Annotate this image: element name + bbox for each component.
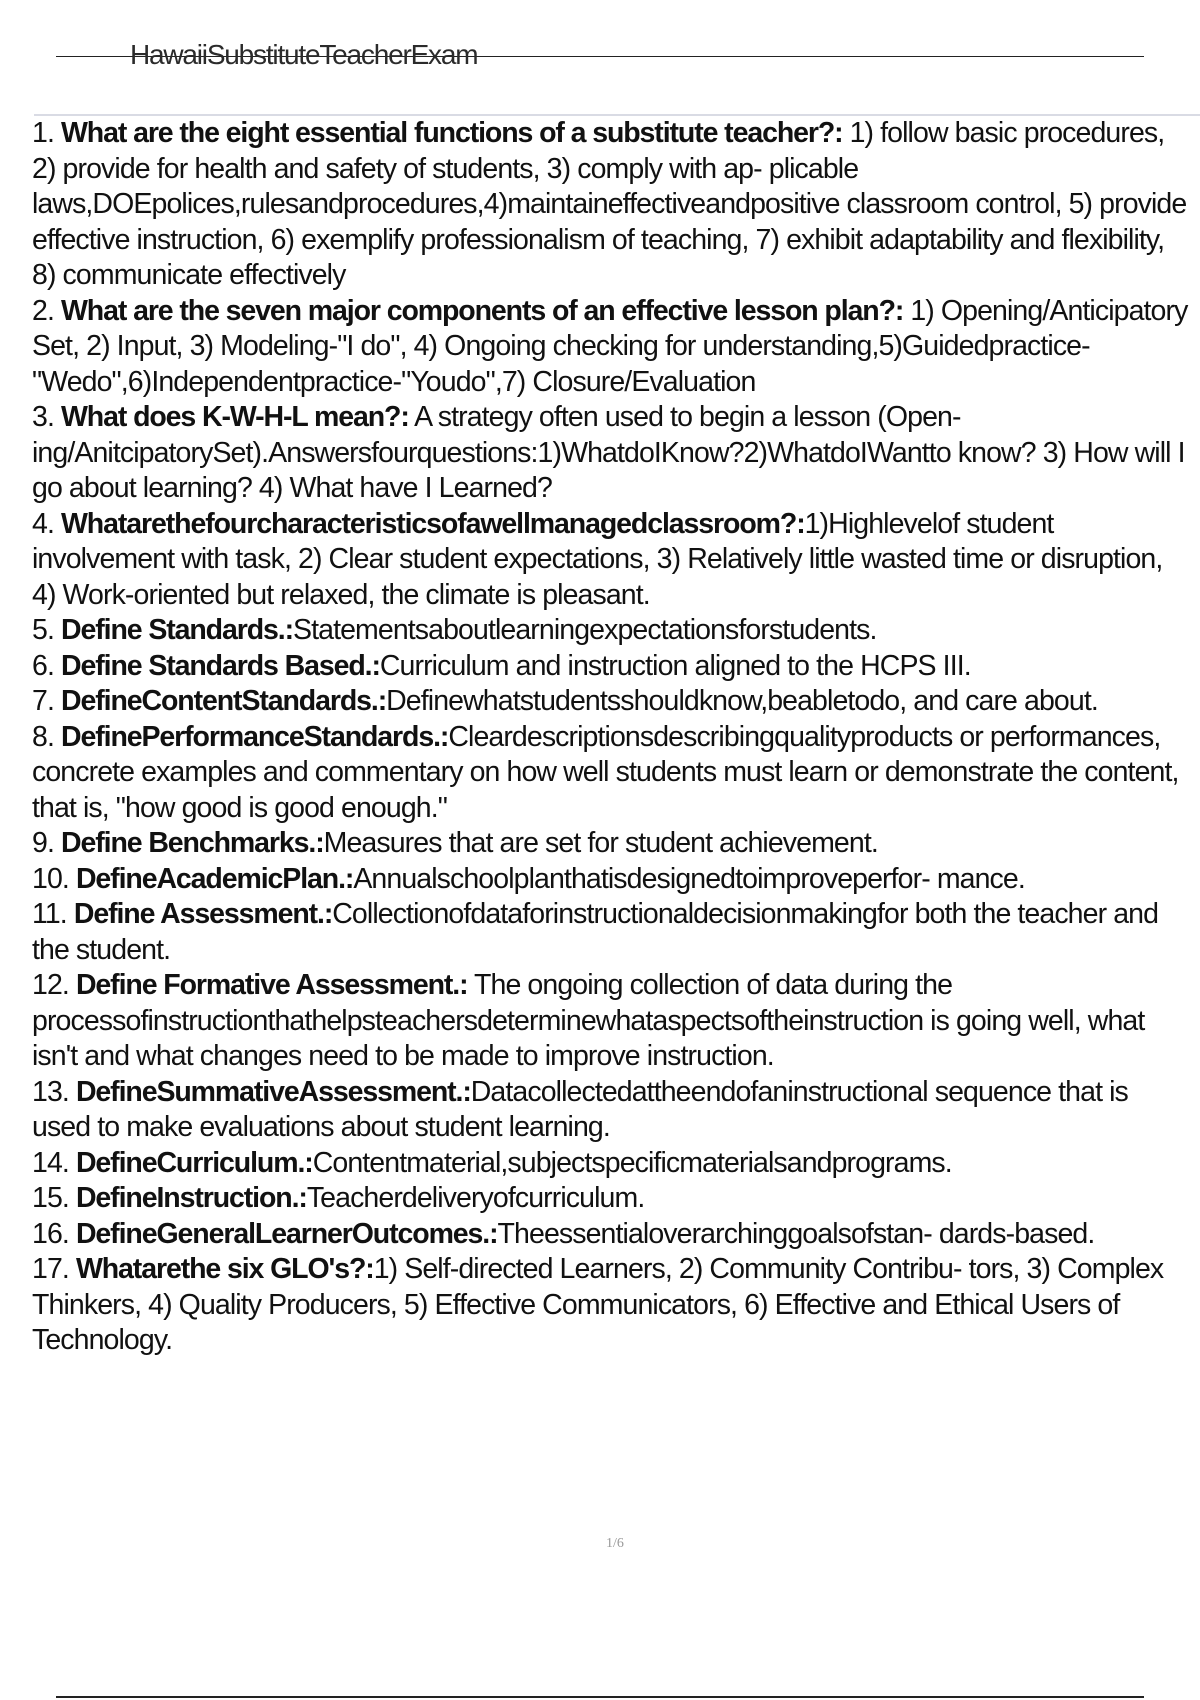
- answer: Definewhatstudentsshouldknow,beabletodo, and care about.: [386, 685, 1098, 717]
- question: DefineSummativeAssessment.:: [75, 1075, 471, 1108]
- question: What does K-W-H-L mean?:: [61, 401, 409, 433]
- item-number: 4.: [32, 507, 54, 540]
- list-item: [32, 897, 1192, 968]
- item-number: 16.: [32, 1217, 69, 1250]
- item-number: 13.: [32, 1075, 69, 1108]
- item-number: 8.: [32, 720, 54, 753]
- answer: Theessentialoverarchinggoalsofstan- dards-based.: [497, 1217, 1095, 1250]
- item-number: 6.: [32, 649, 54, 682]
- list-item: [32, 862, 1192, 898]
- list-item: [32, 400, 1192, 507]
- question: Whatarethefourcharacteristicsofawellmanagedclassroom?:: [61, 507, 805, 540]
- item-number: 3.: [32, 401, 54, 433]
- answer: Datacollectedattheendofaninstructional sequence that is used to make evaluations about student learning.: [32, 1075, 1128, 1143]
- question: Define Standards.:: [61, 614, 293, 646]
- list-item: [32, 1146, 1192, 1182]
- question: DefineInstruction.:: [75, 1182, 307, 1214]
- answer: 1)Highlevelof student involvement with task, 2) Clear student expectations, 3) Relatively little wasted time or disruption, 4) Work-oriented but relaxed, the climate is pleasant.: [32, 507, 1163, 611]
- answer: Curriculum and instruction aligned to the HCPS III.: [379, 649, 971, 682]
- answer: 1) Opening/Anticipatory Set, 2) Input, 3) Modeling-"I do", 4) Ongoing checking for understanding,5)Guidedpractice-"Wedo",6)Independentpractice-"Youdo",7) Closure/Evaluation: [32, 294, 1188, 398]
- item-number: 10.: [32, 862, 69, 895]
- answer: Annualschoolplanthatisdesignedtoimproveperfor- mance.: [353, 862, 1025, 895]
- answer: 1) Self-directed Learners, 2) Community Contribu- tors, 3) Complex Thinkers, 4) Quality Producers, 5) Effective Communicators, 6) Effective and Ethical Users of Technology.: [32, 1253, 1164, 1356]
- question: DefineContentStandards.:: [61, 685, 387, 717]
- item-number: 1.: [32, 117, 54, 149]
- answer: Collectionofdataforinstructionaldecisionmakingfor both the teacher and the student.: [32, 898, 1159, 966]
- list-item: [32, 968, 1192, 1075]
- question: DefinePerformanceStandards.:: [61, 720, 449, 753]
- item-number: 7.: [32, 685, 54, 717]
- list-item: [32, 507, 1192, 614]
- list-item: [32, 116, 1192, 294]
- question: Define Standards Based.:: [61, 649, 380, 682]
- item-number: 12.: [32, 969, 69, 1001]
- page-number: 1/6: [606, 1536, 624, 1551]
- list-item: [32, 684, 1192, 720]
- answer: A strategy often used to begin a lesson (Open- ing/AnitcipatorySet).Answersfourquestions:1)WhatdoIKnow?2)WhatdoIWantto know? 3) How will I go about learning? 4) What have I Learned?: [32, 401, 1185, 504]
- list-item: [32, 649, 1192, 685]
- item-number: 2.: [32, 294, 54, 327]
- flashcard-list: [32, 116, 1192, 1359]
- list-item: [32, 294, 1192, 401]
- item-number: 5.: [32, 614, 54, 646]
- header-title: HawaiiSubstituteTeacherExam: [130, 39, 478, 70]
- item-number: 11.: [32, 898, 67, 930]
- answer: The ongoing collection of data during the processofinstructionthathelpsteachersdeterminewhataspectsoftheinstruction is going well, what isn't and what changes need to be made to improve instruction.: [32, 969, 1145, 1072]
- list-item: [32, 720, 1192, 827]
- question: DefineGeneralLearnerOutcomes.:: [75, 1217, 498, 1250]
- list-item: [32, 1252, 1192, 1359]
- list-item: [32, 826, 1192, 862]
- question: Whatarethe six GLO's?:: [75, 1253, 374, 1285]
- list-item: [32, 613, 1192, 649]
- question: Define Benchmarks.:: [61, 827, 324, 859]
- question: What are the seven major components of an effective lesson plan?:: [61, 294, 904, 327]
- item-number: 15.: [32, 1182, 69, 1214]
- question: DefineCurriculum.:: [75, 1146, 313, 1179]
- list-item: [32, 1217, 1192, 1253]
- answer: Measures that are set for student achievement.: [323, 827, 878, 859]
- answer: Contentmaterial,subjectspecificmaterialsandprograms.: [312, 1146, 952, 1179]
- item-number: 14.: [32, 1146, 69, 1179]
- footer-line: [56, 1696, 1144, 1698]
- answer: Cleardescriptionsdescribingqualityproducts or performances, concrete examples and commentary on how well students must learn or demonstrate the content, that is, "how good is good enough.": [32, 720, 1179, 824]
- question: DefineAcademicPlan.:: [75, 862, 354, 895]
- page-header: [56, 38, 1144, 72]
- answer: Teacherdeliveryofcurriculum.: [306, 1182, 645, 1214]
- answer: Statementsaboutlearningexpectationsforstudents.: [293, 614, 877, 646]
- item-number: 17.: [32, 1253, 69, 1285]
- question: What are the eight essential functions of a substitute teacher?:: [61, 117, 843, 149]
- question: Define Assessment.:: [73, 898, 333, 930]
- answer: 1) follow basic procedures, 2) provide for health and safety of students, 3) comply with ap- plicable laws,DOEpolices,rulesandprocedures,4)maintaineffectiveandpositive classroom control, 5) provide effective instruction, 6) exemplify professionalism of teaching, 7) exhibit adaptability and flexibility, 8) communicate effectively: [32, 117, 1187, 291]
- list-item: [32, 1181, 1192, 1217]
- list-item: [32, 1075, 1192, 1146]
- item-number: 9.: [32, 827, 54, 859]
- question: Define Formative Assessment.:: [75, 969, 468, 1001]
